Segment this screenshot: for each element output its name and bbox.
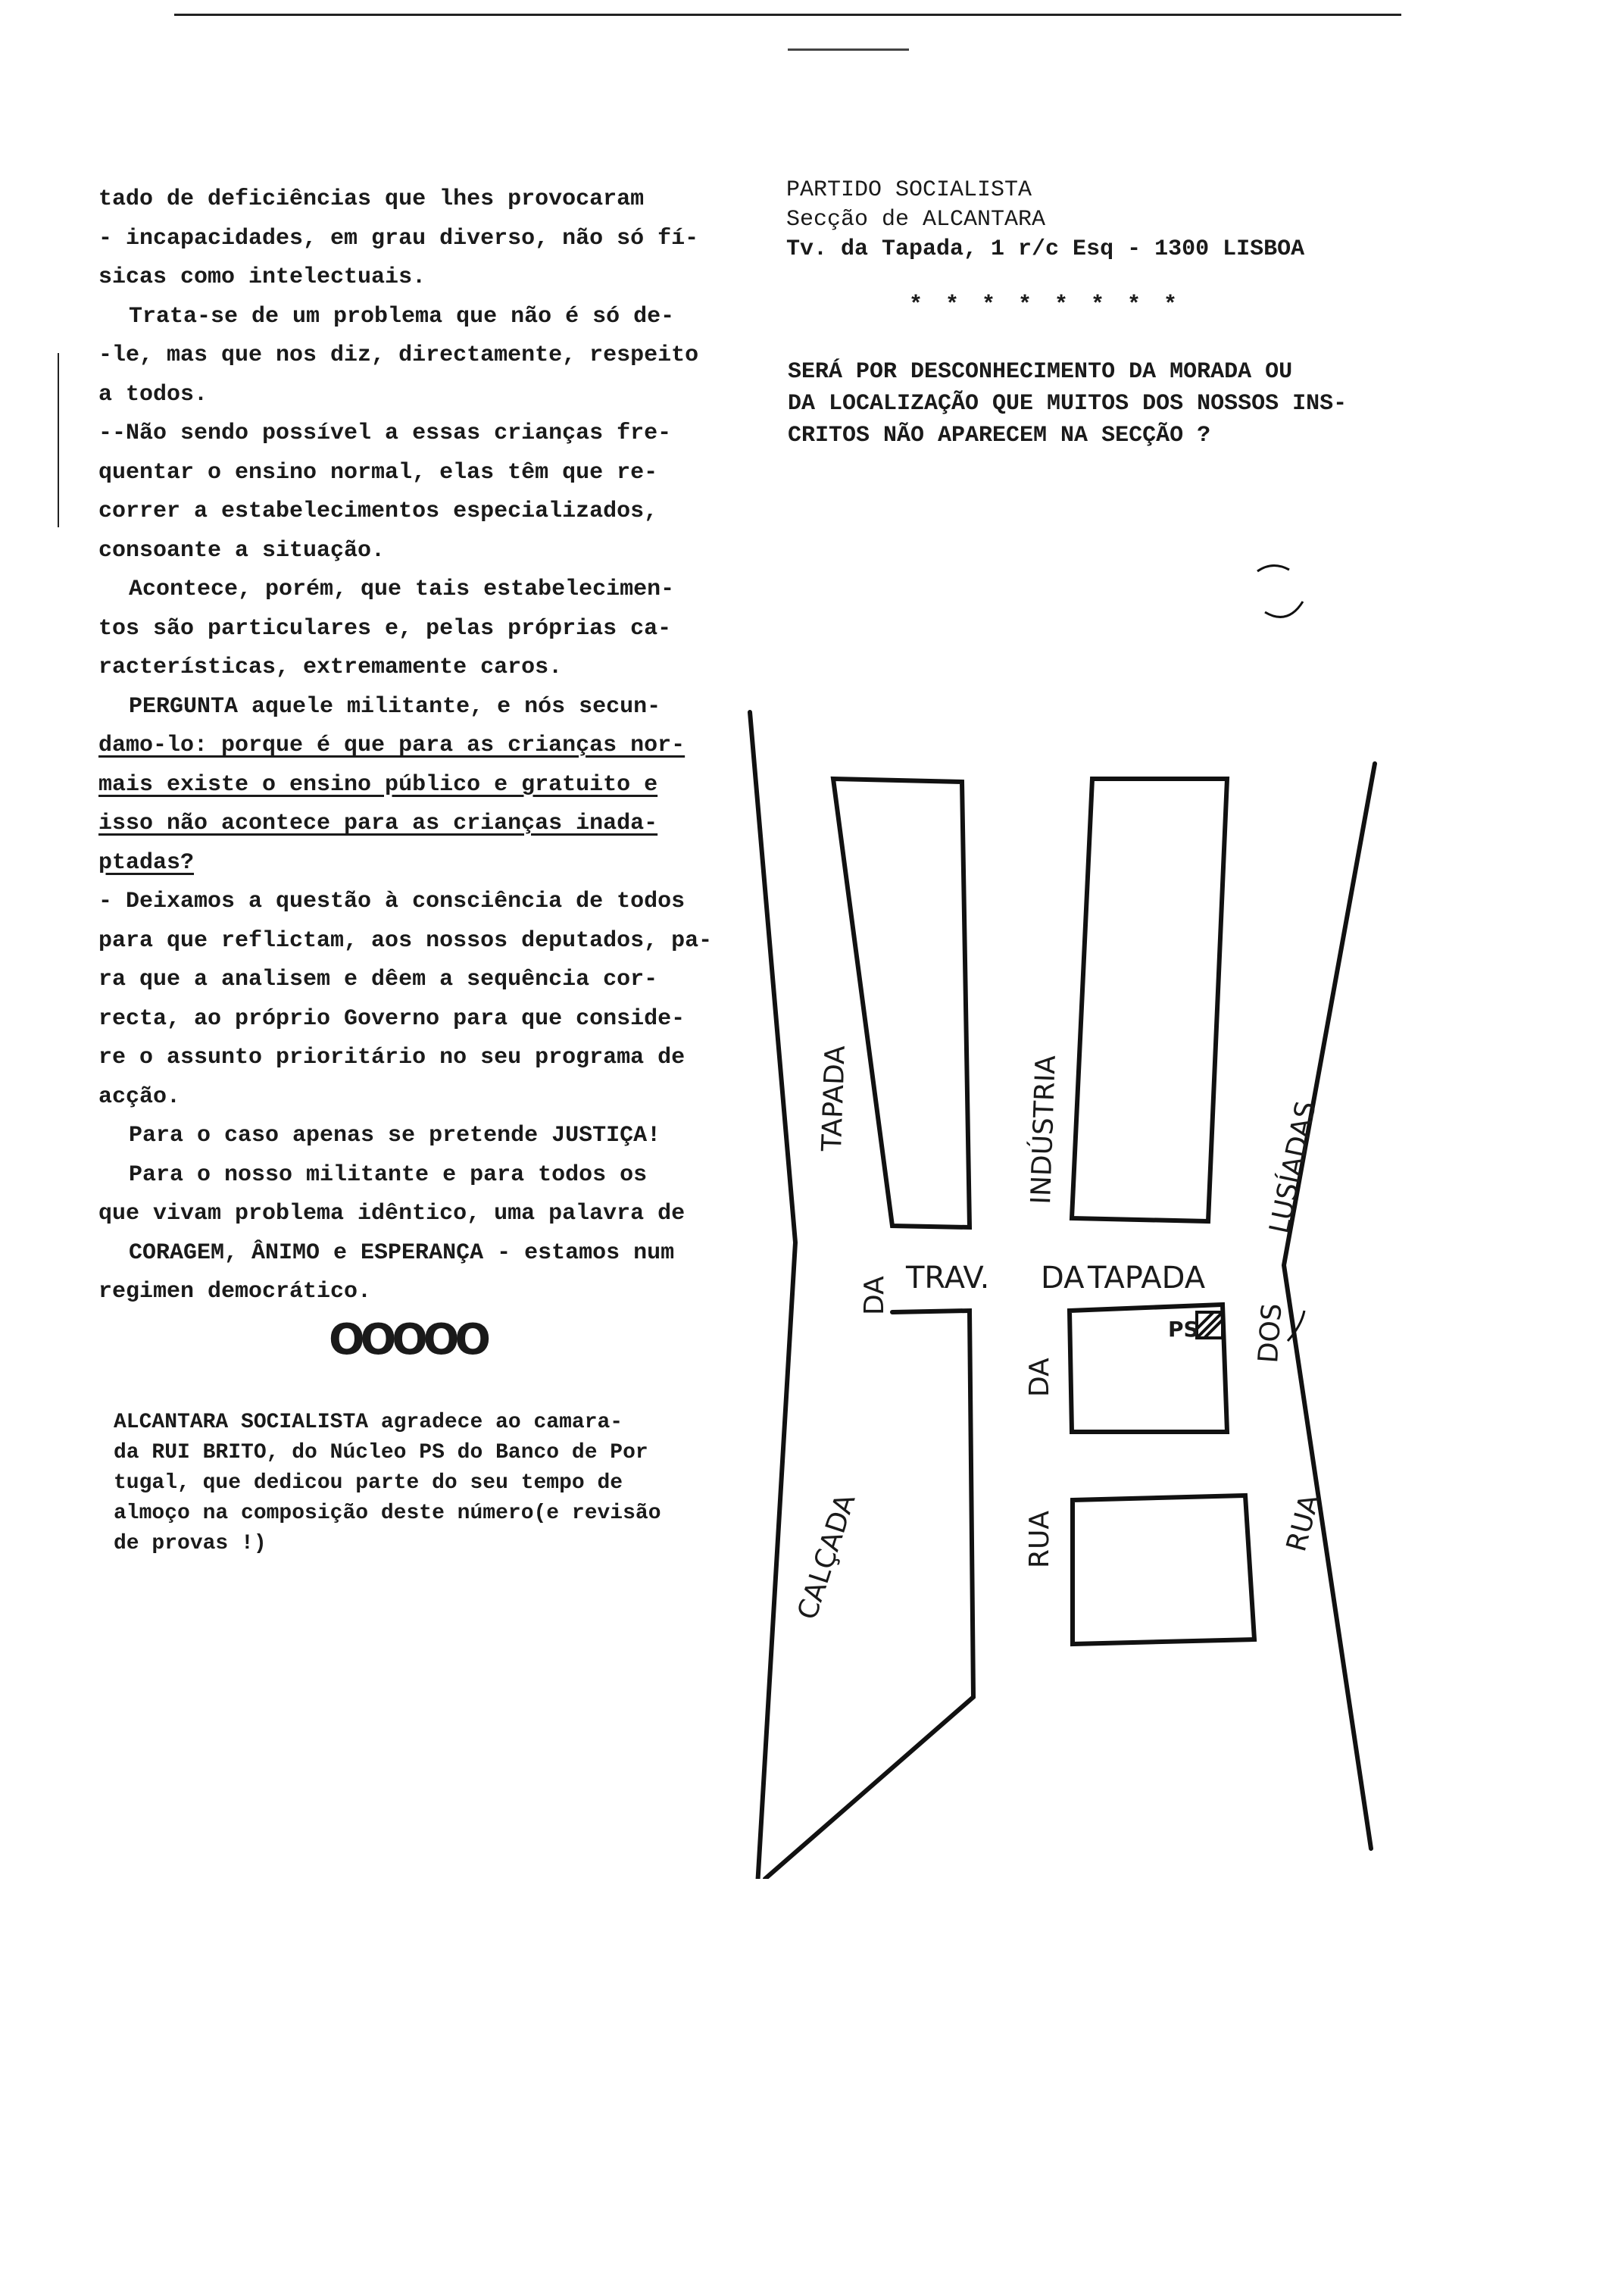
article-line: --Não sendo possível a essas crianças fre-: [98, 420, 672, 446]
street-label-trav: TAPADA: [1088, 1261, 1206, 1296]
question-block: [788, 356, 1454, 452]
article-line: Para o caso apenas se pretende JUSTIÇA!: [129, 1123, 661, 1149]
street-label-calcada: DA: [859, 1276, 890, 1315]
article-line: a todos.: [98, 381, 208, 408]
acknowledgement-line: de provas !): [114, 1532, 267, 1555]
street-label-industria: RUA: [1024, 1511, 1055, 1568]
article-line: para que reflictam, aos nossos deputados, pa-: [98, 927, 713, 954]
article-line: correr a estabelecimentos especializados,: [98, 499, 658, 524]
article-line: CORAGEM, ÂNIMO e ESPERANÇA - estamos num: [129, 1239, 675, 1266]
article-line: ra que a analisem e dêem a sequência cor-: [98, 967, 658, 992]
article-line-underlined: ptadas?: [98, 849, 195, 876]
map-block-lower: [1073, 1496, 1254, 1644]
star-divider: * * * * * * * *: [909, 292, 1182, 318]
article-line: que vivam problema idêntico, uma palavra de: [98, 1201, 686, 1227]
street-label-lusiadas: DOS: [1253, 1302, 1288, 1364]
top-rule: [174, 14, 1401, 16]
street-label-lusiadas: RUA: [1281, 1491, 1326, 1555]
article-line: recta, ao próprio Governo para que conside-: [98, 1005, 686, 1032]
article-line: Trata-se de um problema que não é só de-: [129, 303, 675, 330]
ps-marker-label: PS: [1168, 1317, 1199, 1342]
article-line-underlined: isso não acontece para as crianças inada-: [98, 811, 658, 836]
acknowledgement: [114, 1408, 765, 1559]
ps-marker: [1197, 1312, 1223, 1338]
map-road-edge-left: [750, 712, 795, 1879]
left-column-article: [98, 180, 750, 1312]
acknowledgement-line: ALCANTARA SOCIALISTA agradece ao camara-: [114, 1411, 623, 1434]
acknowledgement-line: tugal, que dedicou parte do seu tempo de: [114, 1471, 623, 1495]
question-line: CRITOS NÃO APARECEM NA SECÇÃO ?: [788, 423, 1211, 449]
street-label-lusiadas: LUSÍADAS: [1263, 1098, 1323, 1236]
article-line: - Deixamos a questão à consciência de todos: [98, 889, 686, 914]
acknowledgement-line: almoço na composição deste número(e revisão: [114, 1502, 661, 1525]
article-line: -le, mas que nos diz, directamente, respeito: [98, 342, 699, 368]
street-label-industria: INDÚSTRIA: [1026, 1055, 1062, 1205]
map-corner-sketch: [1257, 565, 1303, 617]
top-rule-fragment: [788, 48, 909, 51]
ornament-divider: OOOOO: [328, 1315, 487, 1364]
question-line: SERÁ POR DESCONHECIMENTO DA MORADA OU: [788, 359, 1293, 385]
party-name: PARTIDO SOCIALISTA: [786, 177, 1032, 203]
section-name: Secção de ALCANTARA: [786, 207, 1046, 233]
article-line: regimen democrático.: [98, 1279, 372, 1305]
article-line-underlined: mais existe o ensino público e gratuito e: [98, 771, 658, 798]
article-line: re o assunto prioritário no seu programa de: [98, 1045, 686, 1070]
map-road-edge-right: [1284, 764, 1375, 1849]
article-line: racterísticas, extremamente caros.: [98, 655, 563, 680]
article-line: Acontece, porém, que tais estabelecimen-: [129, 577, 675, 602]
street-label-calcada: TAPADA: [817, 1045, 851, 1152]
article-line: Para o nosso militante e para todos os: [129, 1161, 648, 1188]
margin-bar: [58, 353, 59, 527]
article-line: PERGUNTA aquele militante, e nós secun-: [129, 693, 661, 720]
article-line: tos são particulares e, pelas próprias ca-: [98, 615, 672, 642]
street-label-industria: DA: [1024, 1358, 1055, 1397]
question-line: DA LOCALIZAÇÃO QUE MUITOS DOS NOSSOS INS-: [788, 391, 1348, 417]
map-block-top-right: [1072, 779, 1227, 1221]
article-line: acção.: [98, 1083, 181, 1110]
map-block-bottom-left: [765, 1311, 973, 1879]
street-label-trav: TRAV.: [906, 1261, 990, 1296]
map-block-top-left: [833, 779, 970, 1227]
article-line-underlined: damo-lo: porque é que para as crianças nor-: [98, 733, 686, 758]
street-label-trav: DA: [1041, 1261, 1085, 1296]
article-line: quentar o ensino normal, elas têm que re-: [98, 459, 658, 486]
address-header: [786, 176, 1392, 264]
acknowledgement-line: da RUI BRITO, do Núcleo PS do Banco de Por: [114, 1441, 648, 1464]
street-address: Tv. da Tapada, 1 r/c Esq - 1300 LISBOA: [786, 236, 1305, 262]
article-line: - incapacidades, em grau diverso, não só fí-: [98, 225, 699, 252]
street-map: [742, 561, 1409, 1879]
article-line: sicas como intelectuais.: [98, 264, 426, 290]
street-label-calcada: CALÇADA: [792, 1490, 862, 1624]
article-line: tado de deficiências que lhes provocaram: [98, 186, 645, 212]
article-line: consoante a situação.: [98, 537, 386, 564]
